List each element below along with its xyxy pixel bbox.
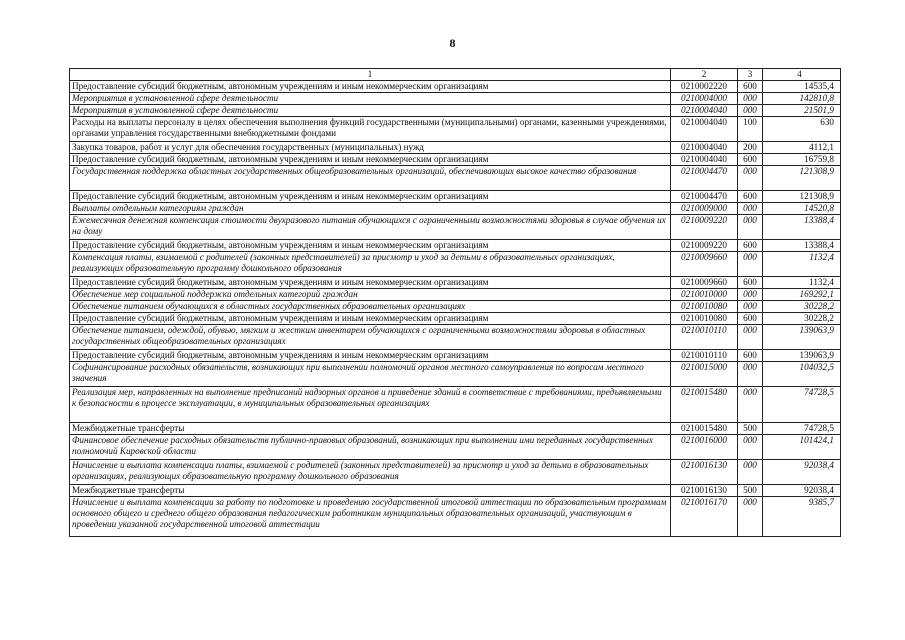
row-code: 0210010110 (671, 350, 738, 362)
row-expense-type: 200 (738, 142, 763, 154)
row-code: 0210004470 (671, 191, 738, 203)
row-code: 0210010080 (671, 301, 738, 313)
row-expense-type: 000 (738, 289, 763, 301)
row-code: 0210009660 (671, 252, 738, 277)
row-name: Предоставление субсидий бюджетным, автономным учреждениям и иным некоммерческим организациям (70, 154, 671, 166)
row-expense-type: 600 (738, 277, 763, 289)
row-name: Ежемесячная денежная компенсация стоимости двухразового питания обучающихся с ограниченными возможностями здоровья в случае обучения их на дому (70, 215, 671, 240)
row-code: 0210016130 (671, 485, 738, 497)
row-amount: 92038,4 (763, 460, 841, 485)
row-amount: 14520,8 (763, 203, 841, 215)
row-expense-type: 000 (738, 215, 763, 240)
row-name: Начисление и выплата компенсации платы, взимаемой с родителей (законных представителей) за присмотр и уход за детьми в образовательных организациях, реализующих образовательную программу дошкольного образования (70, 460, 671, 485)
row-code: 0210010080 (671, 313, 738, 325)
row-expense-type: 000 (738, 435, 763, 460)
table-row (70, 105, 841, 117)
row-code: 0210004040 (671, 117, 738, 142)
row-name: Предоставление субсидий бюджетным, автономным учреждениям и иным некоммерческим организациям (70, 277, 671, 289)
row-code: 0210015000 (671, 362, 738, 387)
table-row (70, 301, 841, 313)
row-code: 0210015480 (671, 387, 738, 423)
row-name: Предоставление субсидий бюджетным, автономным учреждениям и иным некоммерческим организациям (70, 191, 671, 203)
row-name: Межбюджетные трансферты (70, 423, 671, 435)
row-expense-type: 600 (738, 191, 763, 203)
row-code: 0210009000 (671, 203, 738, 215)
row-name: Мероприятия в установленной сфере деятельности (70, 93, 671, 105)
row-code: 0210009220 (671, 215, 738, 240)
row-amount: 101424,1 (763, 435, 841, 460)
row-name: Расходы на выплаты персоналу в целях обеспечения выполнения функций государственными (муниципальными) органами, казенными учреждениями, органами управления государственными внебюджетными фондами (70, 117, 671, 142)
row-name: Обеспечение мер социальной поддержки отдельных категорий граждан (70, 289, 671, 301)
row-amount: 74728,5 (763, 387, 841, 423)
table-row (70, 350, 841, 362)
row-amount: 169292,1 (763, 289, 841, 301)
row-expense-type: 000 (738, 301, 763, 313)
table-row (70, 240, 841, 252)
table-row (70, 215, 841, 240)
table-row (70, 485, 841, 497)
table-row (70, 387, 841, 423)
row-name: Предоставление субсидий бюджетным, автономным учреждениям и иным некоммерческим организациям (70, 350, 671, 362)
row-name: Софинансирование расходных обязательств, возникающих при выполнении полномочий органов местного самоуправления по вопросам местного значения (70, 362, 671, 387)
table-row (70, 325, 841, 350)
row-amount: 14535,4 (763, 81, 841, 93)
row-amount: 92038,4 (763, 485, 841, 497)
row-expense-type: 000 (738, 203, 763, 215)
table-row (70, 277, 841, 289)
row-amount: 139063,9 (763, 350, 841, 362)
table-row (70, 423, 841, 435)
row-name: Компенсация платы, взимаемой с родителей (законных представителей) за присмотр и уход за детьми в образовательных организациях, реализующих образовательную программу дошкольного образования (70, 252, 671, 277)
row-code: 0210010110 (671, 325, 738, 350)
table-row (70, 81, 841, 93)
row-amount: 13388,4 (763, 240, 841, 252)
row-amount: 121308,9 (763, 191, 841, 203)
row-amount: 21501,9 (763, 105, 841, 117)
table-row (70, 203, 841, 215)
header-col-4: 4 (763, 69, 841, 81)
table-row (70, 362, 841, 387)
row-name: Выплаты отдельным категориям граждан (70, 203, 671, 215)
header-col-3: 3 (738, 69, 763, 81)
row-code: 0210004000 (671, 93, 738, 105)
table-row (70, 252, 841, 277)
table-row (70, 117, 841, 142)
row-code: 0210010000 (671, 289, 738, 301)
row-name: Государственная поддержка областных государственных общеобразовательных организаций, обеспечивающих высокое качество образования (70, 166, 671, 191)
row-amount: 630 (763, 117, 841, 142)
table-row (70, 289, 841, 301)
row-expense-type: 600 (738, 350, 763, 362)
row-name: Предоставление субсидий бюджетным, автономным учреждениям и иным некоммерческим организациям (70, 240, 671, 252)
row-code: 0210016000 (671, 435, 738, 460)
row-amount: 1132,4 (763, 277, 841, 289)
table-row (70, 435, 841, 460)
row-expense-type: 000 (738, 325, 763, 350)
table-row (70, 313, 841, 325)
row-name: Обеспечение питанием обучающихся в областных государственных образовательных организациях (70, 301, 671, 313)
row-expense-type: 600 (738, 81, 763, 93)
row-amount: 9385,7 (763, 497, 841, 537)
row-expense-type: 000 (738, 362, 763, 387)
row-expense-type: 000 (738, 460, 763, 485)
row-expense-type: 600 (738, 154, 763, 166)
table-row (70, 191, 841, 203)
row-code: 0210004470 (671, 166, 738, 191)
table-row (70, 497, 841, 537)
row-name: Финансовое обеспечение расходных обязательств публично-правовых образований, возникающих при выполнении ими переданных государственных полномочий Кировской области (70, 435, 671, 460)
row-amount: 4112,1 (763, 142, 841, 154)
row-expense-type: 000 (738, 166, 763, 191)
header-col-1: 1 (70, 69, 671, 81)
header-col-2: 2 (671, 69, 738, 81)
table-row (70, 154, 841, 166)
row-name: Мероприятия в установленной сфере деятельности (70, 105, 671, 117)
row-expense-type: 500 (738, 485, 763, 497)
row-amount: 1132,4 (763, 252, 841, 277)
table-row (70, 460, 841, 485)
table-header-row (70, 69, 841, 81)
row-name: Обеспечение питанием, одеждой, обувью, мягким и жестким инвентарем обучающихся с ограниченными возможностями здоровья в областных государственных общеобразовательных организациях (70, 325, 671, 350)
row-expense-type: 000 (738, 105, 763, 117)
row-code: 0210004040 (671, 142, 738, 154)
table-row (70, 166, 841, 191)
row-amount: 30228,2 (763, 301, 841, 313)
row-code: 0210016170 (671, 497, 738, 537)
budget-table (69, 68, 841, 537)
row-expense-type: 600 (738, 313, 763, 325)
row-code: 0210015480 (671, 423, 738, 435)
row-name: Реализация мер, направленных на выполнение предписаний надзорных органов и приведение зданий в соответствие с требованиями, предъявляемыми к безопасности в процессе эксплуатации, в муниципальных образовательных организациях (70, 387, 671, 423)
row-name: Закупка товаров, работ и услуг для обеспечения государственных (муниципальных) нужд (70, 142, 671, 154)
row-expense-type: 600 (738, 240, 763, 252)
row-expense-type: 100 (738, 117, 763, 142)
row-expense-type: 000 (738, 497, 763, 537)
row-expense-type: 000 (738, 387, 763, 423)
row-name: Начисление и выплата компенсации за работу по подготовке и проведению государственной итоговой аттестации по образовательным программам основного общего и среднего общего образования педагогическим работникам муниципальных образовательных организаций, участвующим в проведении указанной государственной итоговой аттестации (70, 497, 671, 537)
row-code: 0210004040 (671, 154, 738, 166)
row-amount: 30228,2 (763, 313, 841, 325)
row-amount: 13388,4 (763, 215, 841, 240)
row-expense-type: 500 (738, 423, 763, 435)
table-row (70, 142, 841, 154)
row-name: Межбюджетные трансферты (70, 485, 671, 497)
row-amount: 74728,5 (763, 423, 841, 435)
row-code: 0210016130 (671, 460, 738, 485)
row-code: 0210004040 (671, 105, 738, 117)
row-code: 0210009220 (671, 240, 738, 252)
row-amount: 16759,8 (763, 154, 841, 166)
page-number: 8 (449, 36, 456, 50)
row-name: Предоставление субсидий бюджетным, автономным учреждениям и иным некоммерческим организациям (70, 81, 671, 93)
row-amount: 142810,8 (763, 93, 841, 105)
row-code: 0210009660 (671, 277, 738, 289)
row-amount: 139063,9 (763, 325, 841, 350)
table-row (70, 93, 841, 105)
row-name: Предоставление субсидий бюджетным, автономным учреждениям и иным некоммерческим организациям (70, 313, 671, 325)
row-amount: 121308,9 (763, 166, 841, 191)
row-expense-type: 000 (738, 93, 763, 105)
row-code: 0210002220 (671, 81, 738, 93)
row-amount: 104032,5 (763, 362, 841, 387)
row-expense-type: 000 (738, 252, 763, 277)
